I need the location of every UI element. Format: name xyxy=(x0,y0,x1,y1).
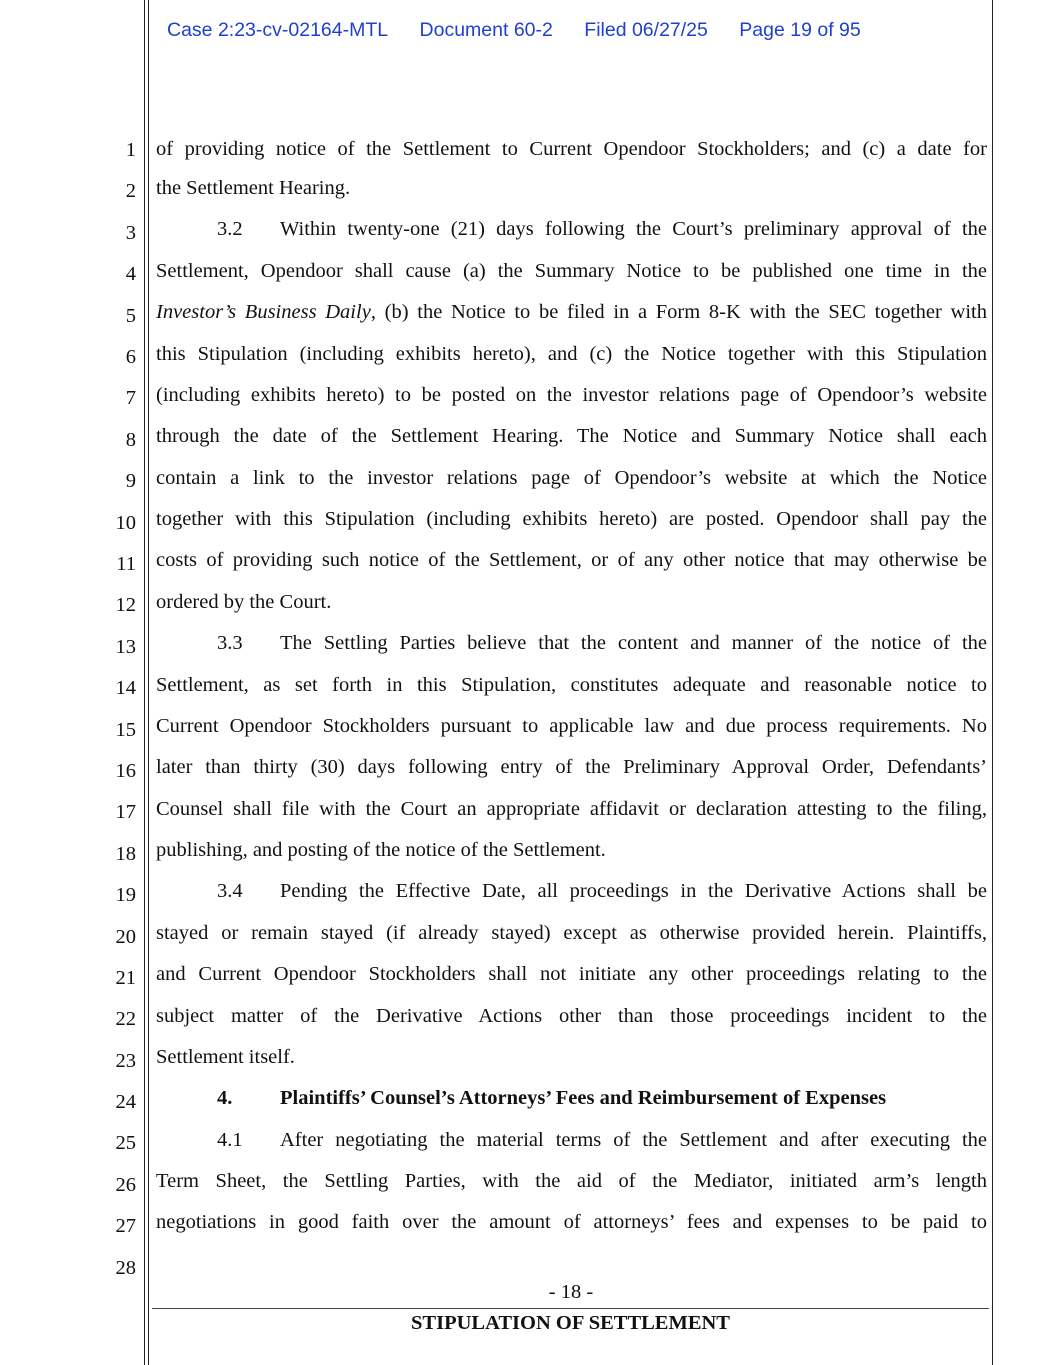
body-line: Current Opendoor Stockholders pursuant to applicable law and due process requirements. No xyxy=(156,715,987,737)
section-number: 4. xyxy=(217,1087,233,1109)
line-number: 15 xyxy=(115,719,136,741)
line-number: 20 xyxy=(115,926,136,948)
case-number: Case 2:23-cv-02164-MTL xyxy=(167,19,389,41)
publication-name: Investor’s Business Daily xyxy=(156,301,371,323)
page-number: - 18 - xyxy=(548,1281,594,1303)
body-line: of providing notice of the Settlement to Current Opendoor Stockholders; and (c) a date for xyxy=(156,138,987,160)
right-margin-rule xyxy=(992,0,993,1365)
paragraph-3-2-line: 3.2 Within twenty-one (21) days following the Court’s preliminary approval of the xyxy=(217,218,987,240)
line-number: 22 xyxy=(115,1008,136,1030)
section-number: 3.2 xyxy=(217,218,243,240)
line-number: 14 xyxy=(115,677,136,699)
line-number: 2 xyxy=(125,180,136,202)
line-number: 9 xyxy=(125,470,136,492)
line-number: 27 xyxy=(115,1215,136,1237)
body-line: Counsel shall file with the Court an appropriate affidavit or declaration attesting to the filing, xyxy=(156,798,987,820)
line-number: 19 xyxy=(115,884,136,906)
page-count: Page 19 of 95 xyxy=(739,19,861,41)
footer-title: STIPULATION OF SETTLEMENT xyxy=(411,1312,730,1334)
section-number: 4.1 xyxy=(217,1129,243,1151)
line-number: 1 xyxy=(125,139,136,161)
paragraph-3-4-line: 3.4 Pending the Effective Date, all proceedings in the Derivative Actions shall be xyxy=(217,880,987,902)
body-line: stayed or remain stayed (if already stayed) except as otherwise provided herein. Plaintiffs, xyxy=(156,922,987,944)
body-line: and Current Opendoor Stockholders shall not initiate any other proceedings relating to the xyxy=(156,963,987,985)
body-line: Settlement, as set forth in this Stipulation, constitutes adequate and reasonable notice to xyxy=(156,674,987,696)
line-number: 6 xyxy=(125,346,136,368)
body-line: costs of providing such notice of the Settlement, or of any other notice that may otherwise be xyxy=(156,549,987,571)
footer-divider xyxy=(152,1308,989,1309)
body-line: publishing, and posting of the notice of the Settlement. xyxy=(156,839,606,861)
line-number: 18 xyxy=(115,843,136,865)
body-line: later than thirty (30) days following entry of the Preliminary Approval Order, Defendants’ xyxy=(156,756,987,778)
section-heading-4 xyxy=(156,1086,987,1110)
line-number: 24 xyxy=(115,1091,136,1113)
line-number: 8 xyxy=(125,429,136,451)
section-number: 3.3 xyxy=(217,632,243,654)
line-number: 21 xyxy=(115,967,136,989)
line-number: 13 xyxy=(115,636,136,658)
line-number: 10 xyxy=(115,512,136,534)
body-line: negotiations in good faith over the amount of attorneys’ fees and expenses to be paid to xyxy=(156,1211,987,1233)
line-number: 23 xyxy=(115,1050,136,1072)
line-number: 11 xyxy=(116,553,136,575)
body-line: ordered by the Court. xyxy=(156,591,332,613)
line-number: 25 xyxy=(115,1132,136,1154)
line-number: 12 xyxy=(115,594,136,616)
left-margin-rule-outer xyxy=(144,0,145,1365)
body-line: together with this Stipulation (including exhibits hereto) are posted. Opendoor shall pay the xyxy=(156,508,987,530)
body-line: Term Sheet, the Settling Parties, with the aid of the Mediator, initiated arm’s length xyxy=(156,1170,987,1192)
line-number: 28 xyxy=(115,1257,136,1279)
body-line: Settlement, Opendoor shall cause (a) the Summary Notice to be published one time in the xyxy=(156,260,987,282)
body-line: contain a link to the investor relations page of Opendoor’s website at which the Notice xyxy=(156,467,987,489)
paragraph-4-1-line: 4.1 After negotiating the material terms of the Settlement and after executing the xyxy=(217,1129,987,1151)
line-number: 26 xyxy=(115,1174,136,1196)
ecf-header xyxy=(167,19,887,45)
document-number: Document 60-2 xyxy=(419,19,553,41)
body-line: this Stipulation (including exhibits hereto), and (c) the Notice together with this Stipulation xyxy=(156,343,987,365)
body-line: Investor’s Business Daily, (b) the Notice to be filed in a Form 8-K with the SEC together with xyxy=(156,301,987,323)
left-margin-rule-inner xyxy=(148,0,149,1365)
section-title: Plaintiffs’ Counsel’s Attorneys’ Fees and Reimbursement of Expenses xyxy=(280,1087,887,1109)
line-number: 3 xyxy=(125,222,136,244)
body-line: Settlement itself. xyxy=(156,1046,295,1068)
filed-date: Filed 06/27/25 xyxy=(584,19,708,41)
body-line: subject matter of the Derivative Actions other than those proceedings incident to the xyxy=(156,1005,987,1027)
body-line: the Settlement Hearing. xyxy=(156,177,351,199)
body-line: through the date of the Settlement Hearing. The Notice and Summary Notice shall each xyxy=(156,425,987,447)
line-number: 5 xyxy=(125,305,136,327)
line-number: 16 xyxy=(115,760,136,782)
line-number: 17 xyxy=(115,801,136,823)
line-number: 7 xyxy=(125,387,136,409)
body-line: (including exhibits hereto) to be posted on the investor relations page of Opendoor’s website xyxy=(156,384,987,406)
line-number: 4 xyxy=(125,263,136,285)
paragraph-3-3-line: 3.3 The Settling Parties believe that the content and manner of the notice of the xyxy=(217,632,987,654)
section-number: 3.4 xyxy=(217,880,243,902)
